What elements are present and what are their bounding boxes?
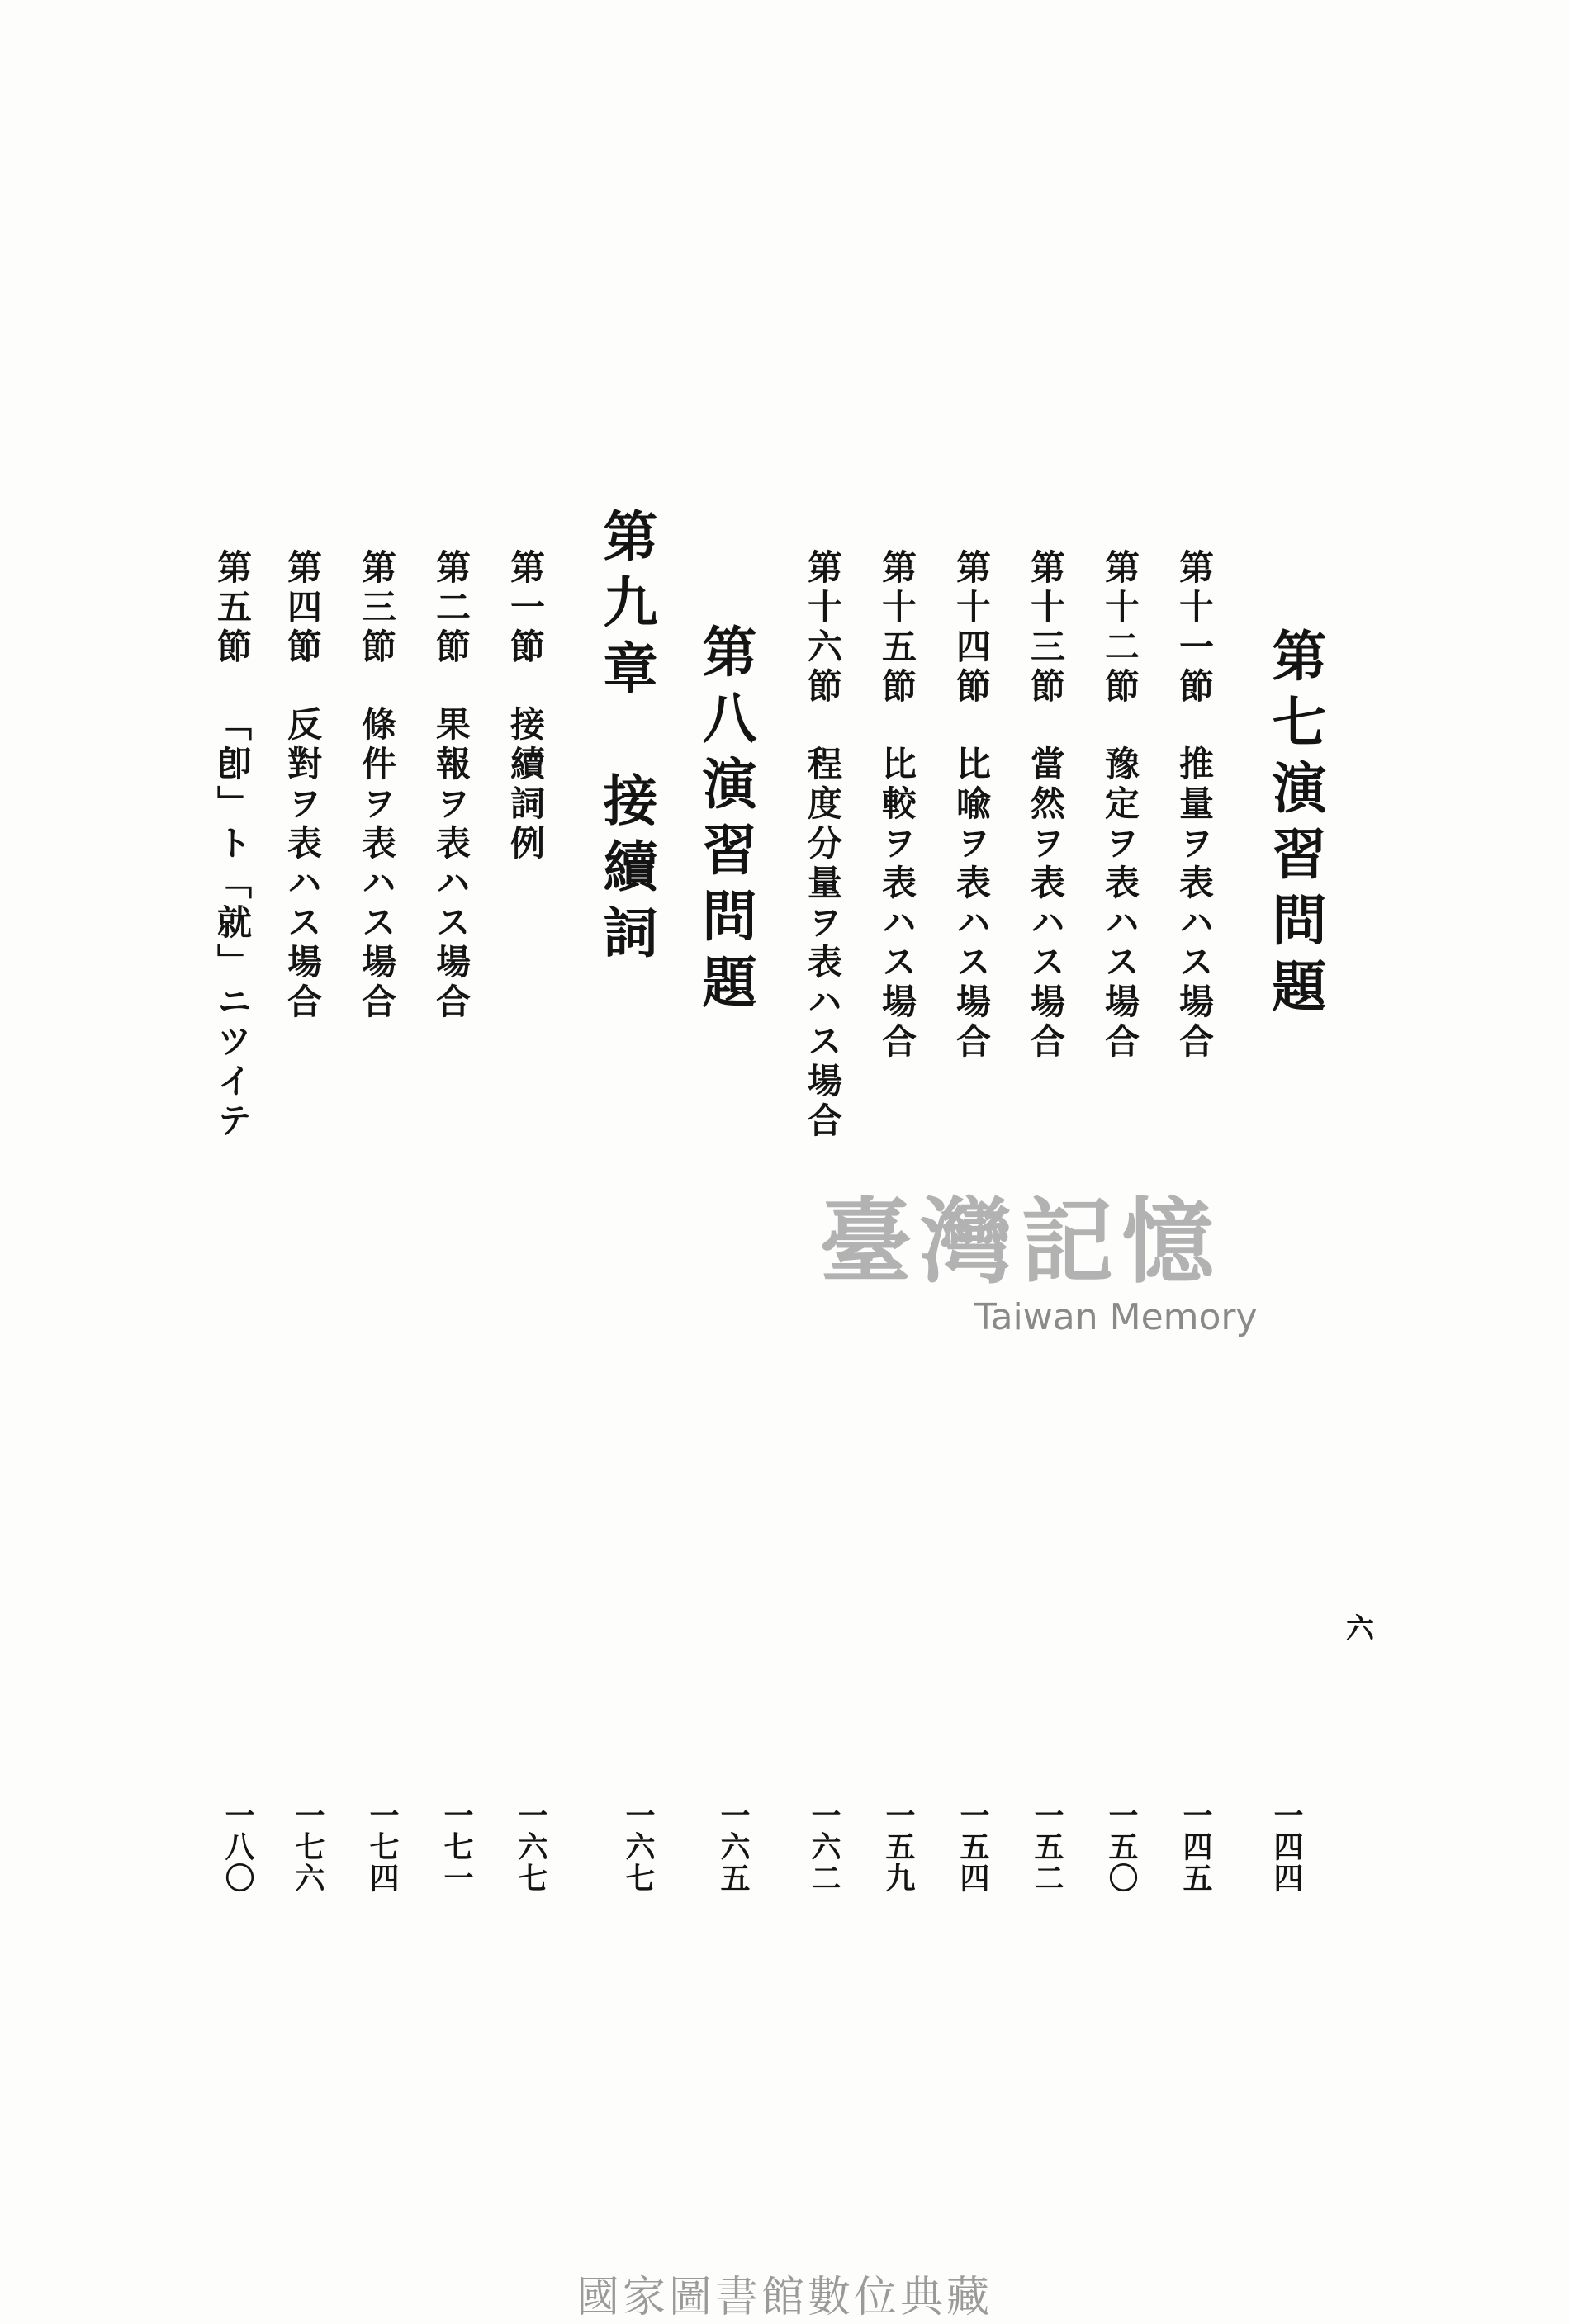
toc-entry — [803, 549, 843, 1142]
folio: 六 — [1346, 1612, 1374, 1645]
section-title: 接續詞例 — [505, 706, 546, 864]
section-number: 第十三節 — [1026, 549, 1066, 708]
page-number: 一八〇 — [220, 1800, 255, 1894]
section-title: 「卽」ト「就」ニツイテ — [212, 706, 253, 1142]
page-number-ch9: 一六七 — [621, 1800, 656, 1894]
section-title: 果報ヲ表ハス場合 — [431, 706, 472, 1023]
page-number: 一五九 — [881, 1800, 916, 1894]
watermark — [784, 1168, 1258, 1338]
section-number: 第五節 — [212, 549, 253, 668]
page-number: 一六七 — [514, 1800, 548, 1894]
chapter-9-heading: 第九章 接續詞 — [594, 508, 658, 970]
page-number: 一六二 — [807, 1800, 841, 1894]
chapter-7-heading: 第七演習問題 — [1263, 627, 1327, 1024]
page-number-ch7: 一四四 — [1269, 1800, 1304, 1894]
section-title: 當然ヲ表ハス場合 — [1026, 745, 1066, 1063]
page-number: 一四五 — [1178, 1800, 1213, 1894]
section-number: 第十一節 — [1174, 549, 1215, 708]
section-number: 第十二節 — [1100, 549, 1140, 708]
watermark-chinese: 臺灣記憶 — [819, 1188, 1223, 1296]
page-number: 一五二 — [1030, 1800, 1064, 1894]
watermark-english: Taiwan Memory — [974, 1296, 1258, 1338]
chapter-8-heading: 第八演習問題 — [693, 623, 757, 1020]
section-number: 第二節 — [431, 549, 472, 668]
section-title: 反對ヲ表ハス場合 — [282, 706, 323, 1023]
toc-entry — [282, 549, 323, 1023]
section-number: 第十五節 — [877, 549, 917, 708]
section-title: 程度分量ヲ表ハス場合 — [803, 745, 843, 1142]
toc-entry — [431, 549, 472, 1023]
toc-entry — [1026, 549, 1066, 1063]
section-title: 比喩ヲ表ハス場合 — [951, 745, 992, 1063]
section-number: 第三節 — [357, 549, 397, 668]
section-title: 推量ヲ表ハス場合 — [1174, 745, 1215, 1063]
section-title: 比較ヲ表ハス場合 — [877, 745, 917, 1063]
toc-entry — [357, 549, 397, 1023]
section-number: 第十四節 — [951, 549, 992, 708]
page-number: 一七六 — [291, 1800, 325, 1894]
section-number: 第十六節 — [803, 549, 843, 708]
page-number: 一五四 — [955, 1800, 990, 1894]
page-number: 一七一 — [439, 1800, 474, 1894]
section-title: 豫定ヲ表ハス場合 — [1100, 745, 1140, 1063]
toc-entry — [1100, 549, 1140, 1063]
toc-entry — [505, 549, 546, 864]
page-number-ch8: 一六五 — [716, 1800, 751, 1894]
toc-entry — [212, 549, 253, 1142]
toc-entry — [951, 549, 992, 1063]
section-number: 第四節 — [282, 549, 323, 668]
toc-entry — [877, 549, 917, 1063]
toc-entry — [1174, 549, 1215, 1063]
section-title: 條件ヲ表ハス場合 — [357, 706, 397, 1023]
page-number: 一七四 — [365, 1800, 400, 1894]
page-number: 一五〇 — [1104, 1800, 1139, 1894]
section-number: 第一節 — [505, 549, 546, 668]
footer-archive-label: 國家圖書館數位典藏 — [576, 2273, 993, 2322]
